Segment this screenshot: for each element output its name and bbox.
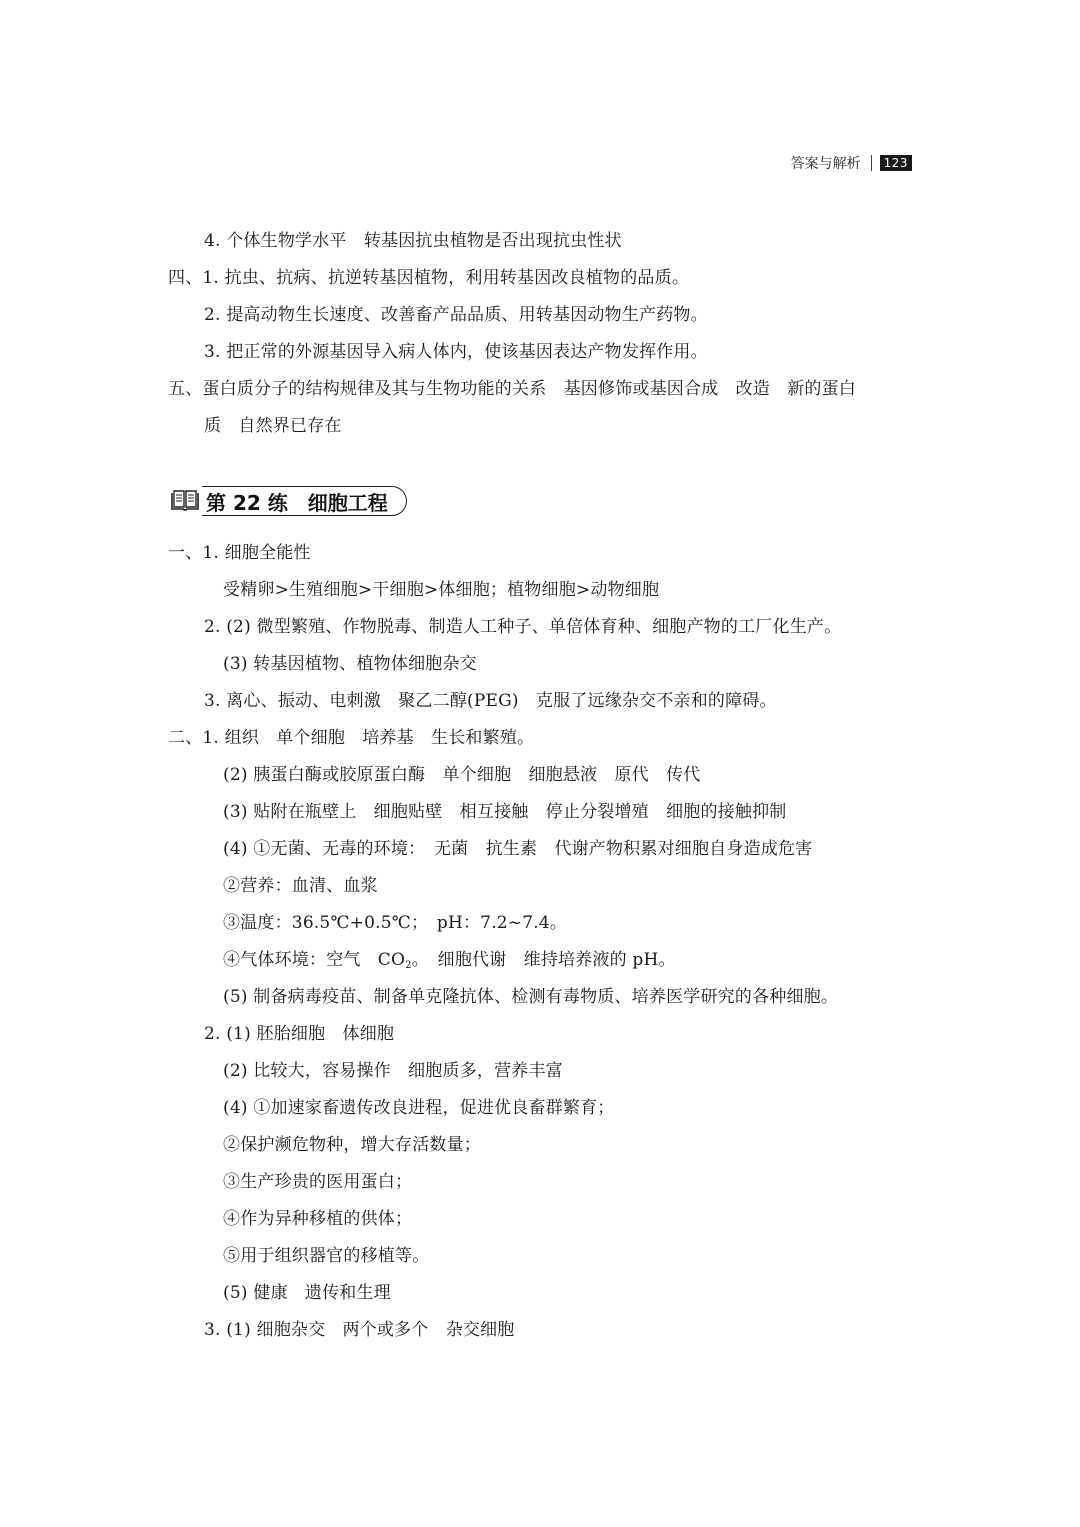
line-text: 。 细胞代谢 维持培养液的 pH。 <box>411 950 676 970</box>
header-title: 答案与解析 <box>790 156 861 172</box>
answer-line: ③温度：36.5℃+0.5℃； pH：7.2~7.4。 <box>223 913 568 933</box>
answer-line: (2) 比较大，容易操作 细胞质多，营养丰富 <box>223 1061 563 1081</box>
answer-line: 2. (1) 胚胎细胞 体细胞 <box>204 1024 395 1044</box>
answer-line: (2) 胰蛋白酶或胶原蛋白酶 单个细胞 细胞悬液 原代 传代 <box>223 765 701 785</box>
answer-line: 一、1. 细胞全能性 <box>168 543 311 563</box>
line-text: ④气体环境：空气 CO <box>223 950 406 970</box>
answer-line: (3) 贴附在瓶壁上 细胞贴壁 相互接触 停止分裂增殖 细胞的接触抑制 <box>223 802 787 822</box>
answer-line: 五、蛋白质分子的结构规律及其与生物功能的关系 基因修饰或基因合成 改造 新的蛋白 <box>168 379 856 399</box>
answer-line: 3. 把正常的外源基因导入病人体内，使该基因表达产物发挥作用。 <box>204 342 708 362</box>
answer-line: (3) 转基因植物、植物体细胞杂交 <box>223 654 477 674</box>
answer-line: (4) ①加速家畜遗传改良进程，促进优良畜群繁育； <box>223 1098 615 1118</box>
book-icon <box>170 489 200 513</box>
section-heading <box>170 486 407 516</box>
answer-line: ③生产珍贵的医用蛋白； <box>223 1172 413 1192</box>
answer-line: 二、1. 组织 单个细胞 培养基 生长和繁殖。 <box>168 728 535 748</box>
answer-line: ④作为异种移植的供体； <box>223 1209 413 1229</box>
answer-line: 4. 个体生物学水平 转基因抗虫植物是否出现抗虫性状 <box>204 231 622 251</box>
answer-line: (5) 制备病毒疫苗、制备单克隆抗体、检测有毒物质、培养医学研究的各种细胞。 <box>223 987 839 1007</box>
answer-line: 3. (1) 细胞杂交 两个或多个 杂交细胞 <box>204 1320 515 1340</box>
page-number: 123 <box>880 155 912 171</box>
answer-line: 2. (2) 微型繁殖、作物脱毒、制造人工种子、单倍体育种、细胞产物的工厂化生产。 <box>204 617 842 637</box>
section-title: 第 22 练 细胞工程 <box>202 486 407 516</box>
answer-line: 2. 提高动物生长速度、改善畜产品品质、用转基因动物生产药物。 <box>204 305 708 325</box>
answer-line: 质 自然界已存在 <box>204 416 342 436</box>
answer-line: ②营养：血清、血浆 <box>223 876 378 896</box>
answer-line: 3. 离心、振动、电刺激 聚乙二醇(PEG) 克服了远缘杂交不亲和的障碍。 <box>204 691 777 711</box>
answer-line: 四、1. 抗虫、抗病、抗逆转基因植物，利用转基因改良植物的品质。 <box>168 268 690 288</box>
answer-line: ②保护濒危物种，增大存活数量； <box>223 1135 481 1155</box>
subscript: 2 <box>405 960 412 971</box>
answer-line: (4) ①无菌、无毒的环境： 无菌 抗生素 代谢产物积累对细胞自身造成危害 <box>223 839 813 859</box>
answer-line: 受精卵>生殖细胞>干细胞>体细胞；植物细胞>动物细胞 <box>223 580 660 600</box>
header-divider <box>871 155 872 171</box>
answer-line: ⑤用于组织器官的移植等。 <box>223 1246 430 1266</box>
running-header <box>791 153 912 173</box>
answer-line: (5) 健康 遗传和生理 <box>223 1283 391 1303</box>
answer-line <box>223 949 676 977</box>
